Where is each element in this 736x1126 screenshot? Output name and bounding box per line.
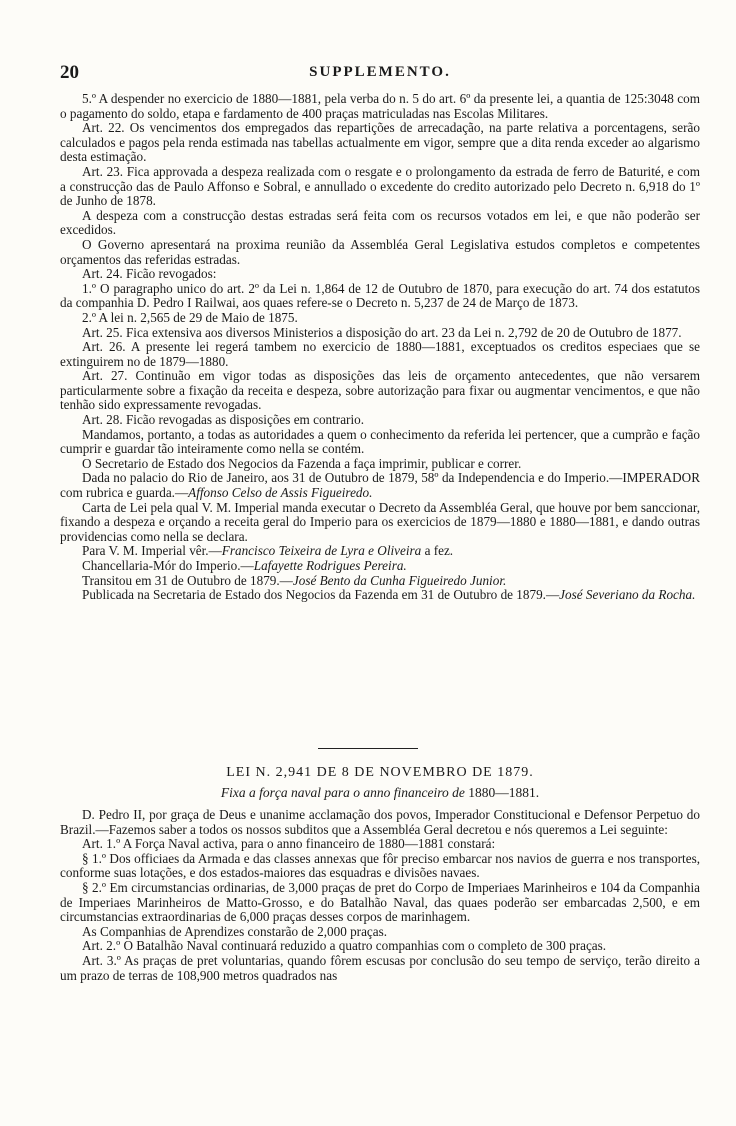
paragraph: 1.º O paragrapho unico do art. 2º da Lei n. 1,864 de 12 de Outubro de 1870, para execução do art. 74 dos estatutos da companhia D. Pedro I Railwai, aos quaes refere-se o Decreto n. 5,237 de 24 de Março de 1873. [60,280,700,311]
paragraph: As Companhias de Aprendizes constarão de 2,000 praças. [82,923,388,939]
paragraph: Art. 25. Fica extensiva aos diversos Ministerios a disposição do art. 23 da Lei n. 2,792 de 20 de Outubro de 1877. [82,324,682,340]
naval-law-text [60,808,700,983]
signature-paragraph: Dada no palacio do Rio de Janeiro, aos 31 de Outubro de 1879, 58º da Independencia e do Imperio.—IMPERADOR com rubrica e guarda.—Affonso Celso de Assis Figueiredo. [60,470,700,501]
paragraph: Art. 22. Os vencimentos dos empregados das repartições de arrecadação, na parte relativa a porcentagens, serão calculados e pagos pela renda estimada nas tabellas actualmente em vigor, sempre que a dita renda exceder ao algarismo desta estimação. [60,120,700,165]
paragraph: D. Pedro II, por graça de Deus e unanime acclamação dos povos, Imperador Constitucional e Defensor Perpetuo do Brazil.—Fazemos saber a todos os nossos subditos que a Assembléa Geral decretou e nós queremos a Lei seguinte: [60,807,700,837]
signature-paragraph: Transitou em 31 de Outubro de 1879.—José Bento da Cunha Figueiredo Junior. [82,572,507,588]
paragraph: 2.º A lei n. 2,565 de 29 de Maio de 1875. [82,309,298,325]
budget-law-text [60,92,700,603]
signer-name: Francisco Teixeira de Lyra e Oliveira [221,543,422,559]
signature-paragraph: Chancellaria-Mór do Imperio.—Lafayette Rodrigues Pereira. [82,558,407,573]
paragraph: Art. 24. Ficão revogados: [82,266,217,282]
law-subtitle: Fixa a força naval para o anno financeiro de 1880—1881. [220,785,540,800]
signer-name: José Bento da Cunha Figueiredo Junior. [292,572,507,588]
paragraph: A despeza com a construcção destas estradas será feita com os recursos votados em lei, e que não poderão ser excedidos. [60,207,700,238]
signer-name: Lafayette Rodrigues Pereira. [253,558,407,573]
signature-paragraph: Para V. M. Imperial vêr.—Francisco Teixeira de Lyra e Oliveira a fez. [82,543,454,559]
paragraph: Art. 2.º O Batalhão Naval continuará reduzido a quatro companhias com o completo de 300 praças. [82,938,607,954]
law-title: LEI N. 2,941 DE 8 DE NOVEMBRO DE 1879. [226,765,534,780]
signer-name: Affonso Celso de Assis Figueiredo. [188,485,373,501]
paragraph: 5.º A despender no exercicio de 1880—1881, pela verba do n. 5 do art. 6º da presente lei, a quantia de 125:3048 com o pagamento do soldo, etapa e fardamento de 400 praças matriculadas nas Escolas Militares. [60,91,700,121]
paragraph: Art. 27. Continuão em vigor todas as disposições das leis de orçamento antecedentes, que não versarem particularmente sobre a fixação da receita e despeza, sobre autorização para fixar ou augmentar vencimentos, e que não tenhão sido expressamente revogadas. [60,368,700,413]
signature-paragraph: Publicada na Secretaria de Estado dos Negocios da Fazenda em 31 de Outubro de 1879.—José Severiano da Rocha. [82,587,696,603]
paragraph: Art. 3.º As praças de pret voluntarias, quando fôrem escusas por conclusão do seu tempo de serviço, terão direito a um prazo de terras de 108,900 metros quadrados nas [60,952,700,983]
paragraph: Art. 26. A presente lei regerá tambem no exercicio de 1880—1881, exceptuados os creditos especiaes que se extinguirem no de 1879—1880. [60,339,700,369]
paragraph: O Secretario de Estado dos Negocios da Fazenda a faça imprimir, publicar e correr. [82,455,522,471]
paragraph: Carta de Lei pela qual V. M. Imperial manda executar o Decreto da Assembléa Geral, que houve por bem sanccionar, fixando a despeza e orçando a receita geral do Imperio para os exercicios de 1879—1880 e 1880—1881, e dando outras providencias como nella se declara. [60,499,700,544]
paragraph: Art. 28. Ficão revogadas as disposições em contrario. [82,412,364,428]
paragraph: § 2.º Em circumstancias ordinarias, de 3,000 praças de pret do Corpo de Imperiaes Marinheiros e 104 da Companhia de Imperiaes Marinheiros de Matto-Grosso, e do Batalhão Naval, das quaes poderão ser embarcadas 2,500, e em circumstancias extraordinarias de 6,000 praças desses corpos de marinhagem. [60,879,700,925]
paragraph: § 1.º Dos officiaes da Armada e das classes annexas que fôr preciso embarcar nos navios de guerra e nos transportes, conforme suas lotações, e dos estados-maiores das esquadras e divisões navaes. [60,850,700,881]
paragraph: Art. 1.º A Força Naval activa, para o anno financeiro de 1880—1881 constará: [82,836,496,852]
signer-name: José Severiano da Rocha. [559,587,696,603]
page-header [60,62,700,82]
page-number: 20 [60,62,79,83]
paragraph: O Governo apresentará na proxima reunião da Assembléa Geral Legislativa estudos completos e competentes orçamentos das referidas estradas. [60,236,700,267]
section-divider [318,748,418,749]
paragraph: Art. 23. Fica approvada a despeza realizada com o resgate e o prolongamento da estrada de ferro de Baturité, e com a construcção das de Paulo Affonso e Sobral, e annullado o excedente do credito autorizado pelo Decreto n. 6,918 do 1º de Junho de 1878. [60,163,700,209]
paragraph: Mandamos, portanto, a todas as autoridades a quem o conhecimento da referida lei pertencer, que a cumprão e fação cumprir e guardar tão inteiramente como nella se contém. [60,426,700,457]
running-title: SUPPLEMENTO. [309,64,451,80]
